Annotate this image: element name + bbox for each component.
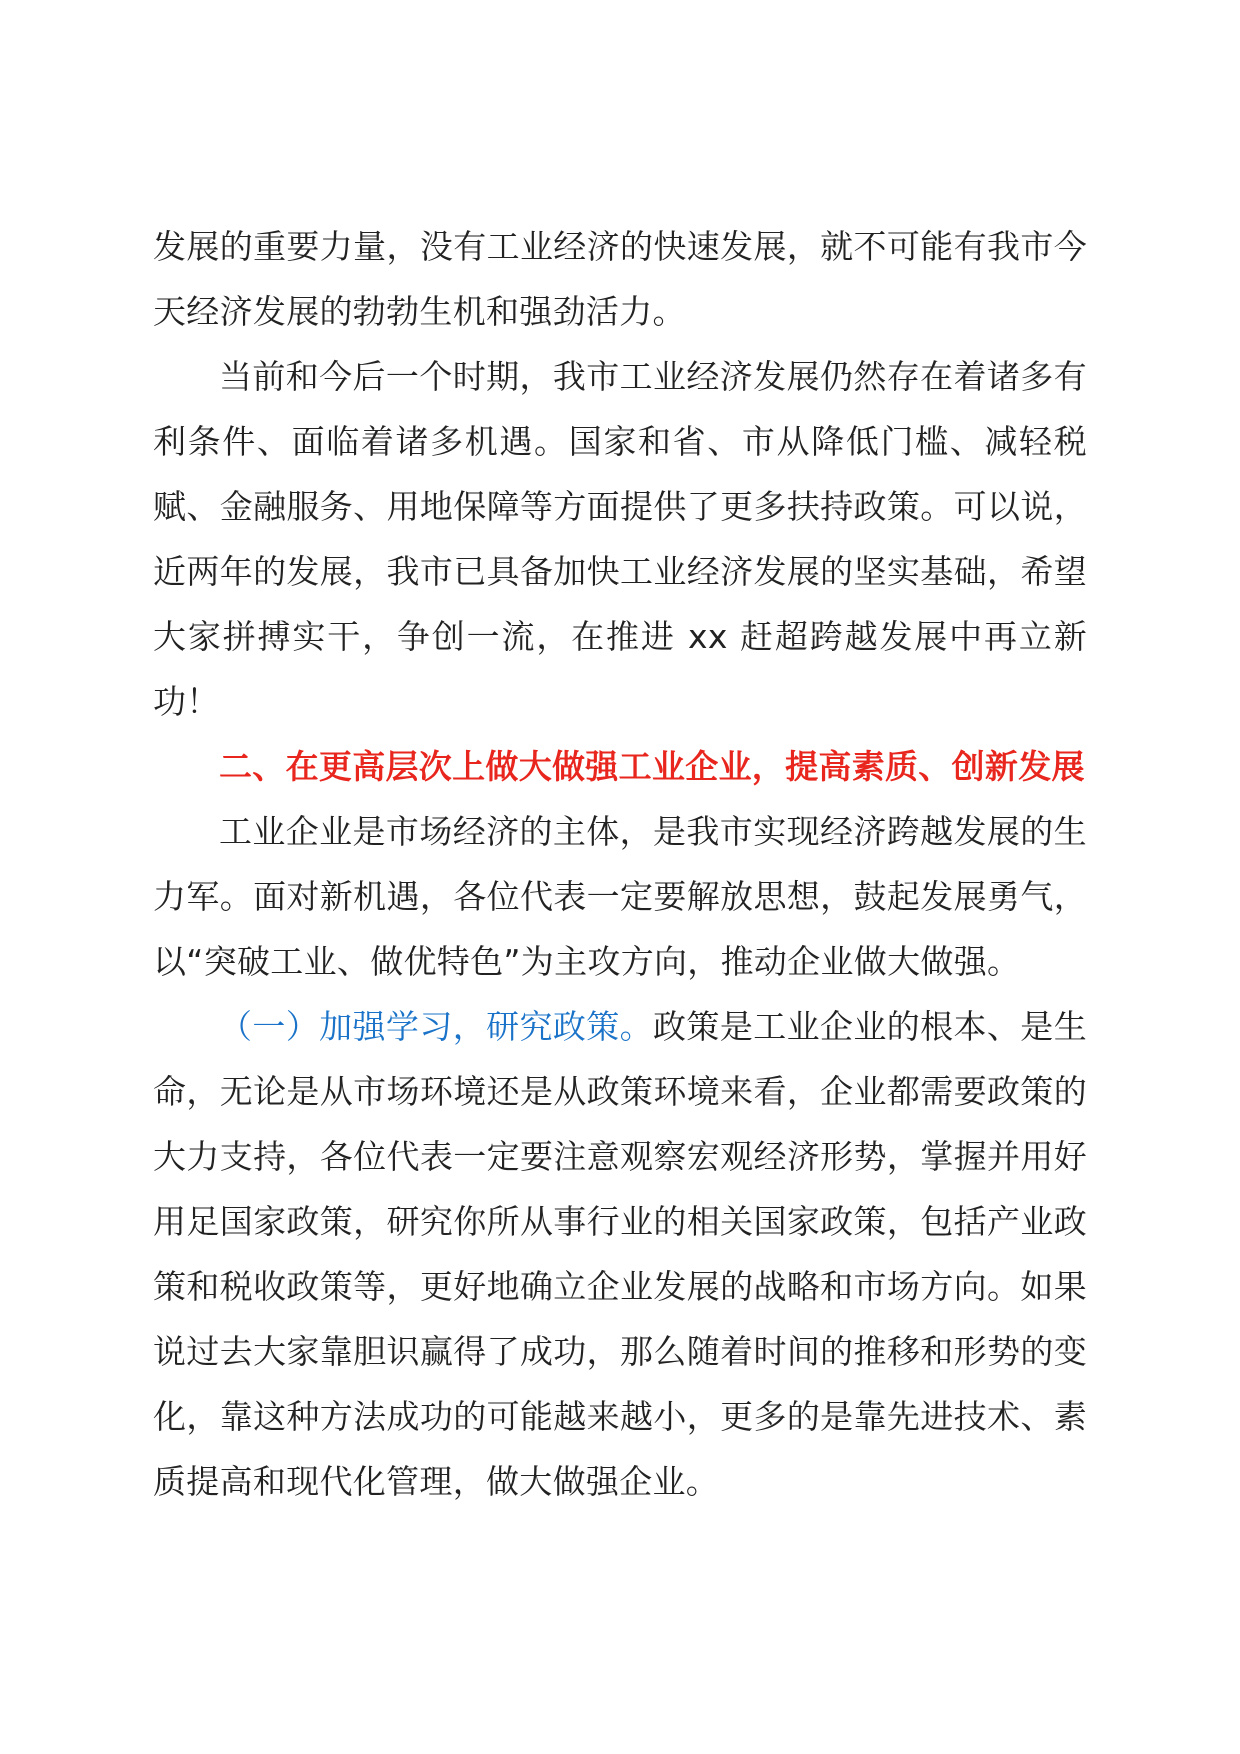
document-body bbox=[153, 214, 1087, 1514]
continuation-paragraph: 发展的重要力量，没有工业经济的快速发展，就不可能有我市今天经济发展的勃勃生机和强劲活力。 bbox=[153, 227, 1087, 331]
body-paragraph-enterprises: 工业企业是市场经济的主体，是我市实现经济跨越发展的生力军。面对新机遇，各位代表一定要解放思想，鼓起发展勇气，以“突破工业、做优特色”为主攻方向，推动企业做大做强。 bbox=[153, 812, 1087, 981]
subsection-title: （一）加强学习，研究政策。 bbox=[219, 1007, 654, 1046]
subsection-paragraph bbox=[153, 994, 1087, 1514]
subsection-text: 政策是工业企业的根本、是生命，无论是从市场环境还是从政策环境来看，企业都需要政策的大力支持，各位代表一定要注意观察宏观经济形势，掌握并用好用足国家政策，研究你所从事行业的相关国家政策，包括产业政策和税收政策等，更好地确立企业发展的战略和市场方向。如果说过去大家靠胆识赢得了成功，那么随着时间的推移和形势的变化，靠这种方法成功的可能越来越小，更多的是靠先进技术、素质提高和现代化管理，做大做强企业。 bbox=[153, 1007, 1087, 1501]
body-paragraph-conditions: 当前和今后一个时期，我市工业经济发展仍然存在着诸多有利条件、面临着诸多机遇。国家和省、市从降低门槛、减轻税赋、金融服务、用地保障等方面提供了更多扶持政策。可以说，近两年的发展，我市已具备加快工业经济发展的坚实基础，希望大家拼搏实干，争创一流，在推进 xx 赶超跨越发展中再立新功！ bbox=[153, 357, 1087, 721]
section-heading: 二、在更高层次上做大做强工业企业，提高素质、创新发展 bbox=[219, 747, 1085, 786]
